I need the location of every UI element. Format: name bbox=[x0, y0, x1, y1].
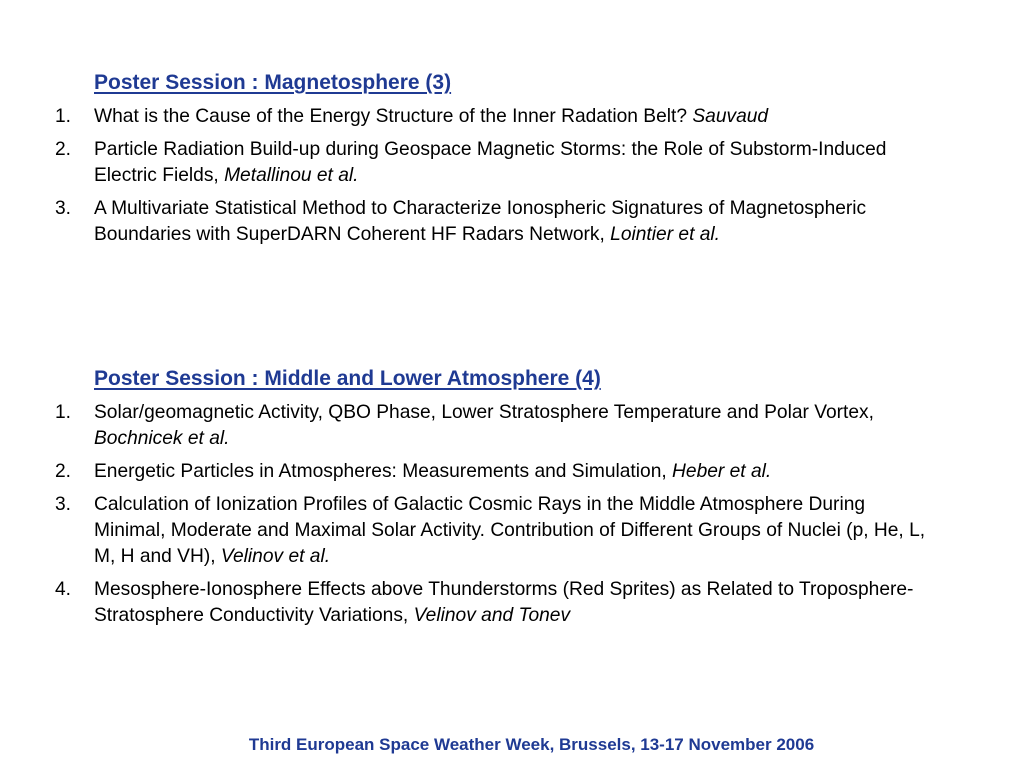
list-item bbox=[0, 137, 934, 189]
item-authors: Lointier et al. bbox=[610, 224, 721, 245]
item-authors: Metallinou et al. bbox=[224, 165, 359, 186]
item-title: What is the Cause of the Energy Structure of the Inner Radation Belt? bbox=[94, 106, 693, 127]
list-item bbox=[0, 459, 934, 485]
item-number: 2. bbox=[55, 139, 72, 160]
item-authors: Velinov and Tonev bbox=[413, 605, 571, 626]
item-title: Particle Radiation Build-up during Geospace Magnetic Storms: the Role of Substorm-Induced Electric Fields, bbox=[94, 139, 887, 186]
session-heading-link[interactable]: Poster Session : Magnetosphere (3) bbox=[94, 71, 452, 94]
list-item bbox=[0, 104, 934, 130]
item-number: 2. bbox=[55, 461, 72, 482]
item-title: Energetic Particles in Atmospheres: Measurements and Simulation, bbox=[94, 461, 673, 482]
item-number: 1. bbox=[55, 402, 72, 423]
item-authors: Bochnicek et al. bbox=[94, 428, 230, 449]
list-item bbox=[0, 577, 934, 629]
item-title: Solar/geomagnetic Activity, QBO Phase, Lower Stratosphere Temperature and Polar Vortex, bbox=[94, 402, 874, 423]
list-item bbox=[0, 400, 934, 452]
item-authors: Heber et al. bbox=[672, 461, 772, 482]
list-item bbox=[0, 196, 934, 248]
list-item bbox=[0, 492, 934, 570]
item-number: 4. bbox=[55, 579, 72, 600]
item-title: A Multivariate Statistical Method to Characterize Ionospheric Signatures of Magnetospheric Boundaries with SuperDARN Coherent HF Radars Network, bbox=[94, 198, 867, 245]
session-heading-link[interactable]: Poster Session : Middle and Lower Atmosphere (4) bbox=[94, 367, 601, 390]
item-authors: Velinov et al. bbox=[220, 546, 331, 567]
footer-text: Third European Space Weather Week, Brussels, 13-17 November 2006 bbox=[248, 735, 815, 754]
item-number: 1. bbox=[55, 106, 72, 127]
item-authors: Sauvaud bbox=[692, 106, 769, 127]
item-title: Calculation of Ionization Profiles of Galactic Cosmic Rays in the Middle Atmosphere During Minimal, Moderate and Maximal Solar Activity. Contribution of Different Groups of Nuclei (p, He, L, M, H and VH), bbox=[94, 494, 926, 567]
session-magnetosphere bbox=[0, 68, 1024, 255]
item-number: 3. bbox=[55, 494, 72, 515]
session-atmosphere bbox=[0, 364, 1024, 636]
item-title: Mesosphere-Ionosphere Effects above Thunderstorms (Red Sprites) as Related to Troposphere-Stratosphere Conductivity Variations, bbox=[94, 579, 914, 626]
item-number: 3. bbox=[55, 198, 72, 219]
